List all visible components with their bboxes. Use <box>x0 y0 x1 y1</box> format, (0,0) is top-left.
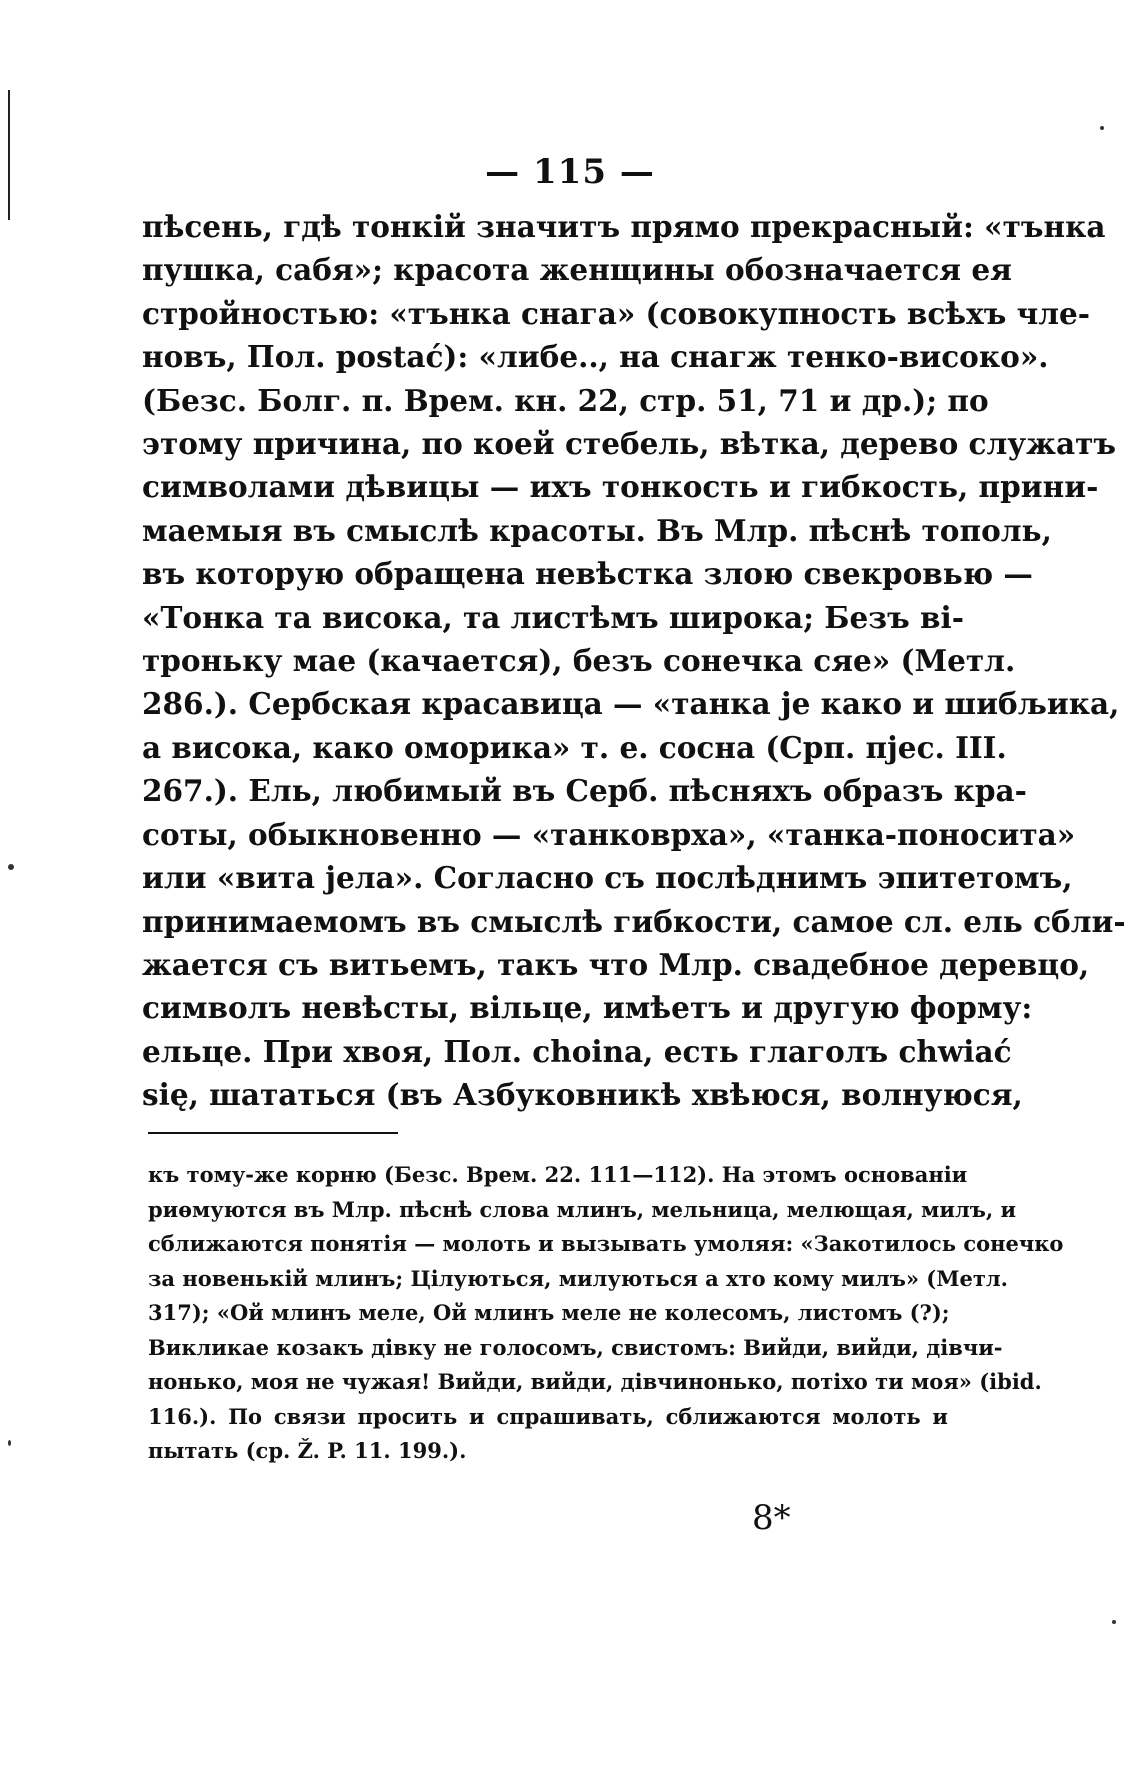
text-line: въ которую обращена невѣстка злою свекровью — <box>142 556 1033 592</box>
text-line: этому причина, по коей стебель, вѣтка, дерево служатъ <box>142 426 1116 462</box>
footnote-line: 317); «Ой млинъ меле, Ой млинъ меле не колесомъ, листомъ (?); <box>148 1300 950 1325</box>
text-line: а висока, како оморика» т. е. сосна (Срп. пјес. III. <box>142 729 1007 765</box>
page-number: — 115 — <box>485 152 655 192</box>
signature-mark: 8* <box>752 1498 791 1538</box>
footnote-line: къ тому-же корню (Безс. Врем. 22. 111—112). На этомъ основаніи <box>148 1162 968 1187</box>
text-line: 267.). Ель, любимый въ Серб. пѣсняхъ образъ кра- <box>142 773 1027 809</box>
text-line: стройностью: «тънка снага» (совокупность всѣхъ чле- <box>142 295 1091 331</box>
text-line: символами дѣвицы — ихъ тонкость и гибкость, прини- <box>142 469 1099 505</box>
text-line: się, шататься (въ Азбуковникѣ хвѣюся, волнуюся, <box>142 1077 1023 1113</box>
margin-tick-mark <box>8 1440 11 1446</box>
ink-speck <box>1112 1620 1116 1624</box>
text-line: ельце. При хвоя, Пол. choina, есть глаголъ chwiać <box>142 1033 1012 1069</box>
text-line: 286.). Сербская красавица — «танка је како и шибљика, <box>142 686 1120 722</box>
footnote-line: за новенькій млинъ; Цілуються, милуються а хто кому милъ» (Метл. <box>148 1265 1008 1291</box>
footnote-line: 116.). По связи просить и спрашивать, сближаются молоть и <box>148 1403 948 1429</box>
footnote-line: сближаются понятія — молоть и вызывать умоляя: «Закотилось сонечко <box>148 1231 1064 1256</box>
text-line: маемыя въ смыслѣ красоты. Въ Млр. пѣснѣ тополь, <box>142 512 1052 548</box>
text-line: новъ, Пол. postać): «либе.., на снагж тенко-високо». <box>142 339 1049 375</box>
text-line: пушка, сабя»; красота женщины обозначается ея <box>142 252 1012 288</box>
ink-speck <box>1100 126 1104 130</box>
footnote-line: нонько, моя не чужая! Вийди, вийди, дівчинонько, потіхо ти моя» (ibid. <box>148 1369 1042 1394</box>
footnote-line: пытать (ср. Ž. P. 11. 199.). <box>148 1438 467 1463</box>
text-line: «Тонка та висока, та листѣмъ широка; Безъ ві- <box>142 599 964 635</box>
text-line: принимаемомъ въ смыслѣ гибкости, самое сл. ель сбли- <box>142 903 1126 939</box>
footnote-line: риѳмуются въ Млр. пѣснѣ слова млинъ, мельница, мелющая, милъ, и <box>148 1196 1017 1222</box>
footnote-block <box>148 1158 1064 1469</box>
text-line: или «вита јела». Согласно съ послѣднимъ эпитетомъ, <box>142 860 1073 896</box>
text-line: пѣсень, гдѣ тонкій значитъ прямо прекрасный: «тънка <box>142 209 1106 244</box>
text-line: жается съ витьемъ, такъ что Млр. свадебное деревцо, <box>142 946 1090 982</box>
footnote-separator <box>148 1132 398 1134</box>
text-line: соты, обыкновенно — «танковрха», «танка-поносита» <box>142 816 1076 852</box>
main-text-block <box>142 205 1126 1117</box>
footnote-line: Викликае козакъ дівку не голосомъ, свистомъ: Вийди, вийди, дівчи- <box>148 1334 1003 1360</box>
text-line: (Безс. Болг. п. Врем. кн. 22, стр. 51, 71 и др.); по <box>142 382 989 418</box>
text-line: символъ невѣсты, вільце, имѣетъ и другую форму: <box>142 990 1033 1026</box>
text-line: троньку мае (качается), безъ сонечка сяе» (Метл. <box>142 643 1016 679</box>
margin-arrow-mark <box>8 864 14 870</box>
